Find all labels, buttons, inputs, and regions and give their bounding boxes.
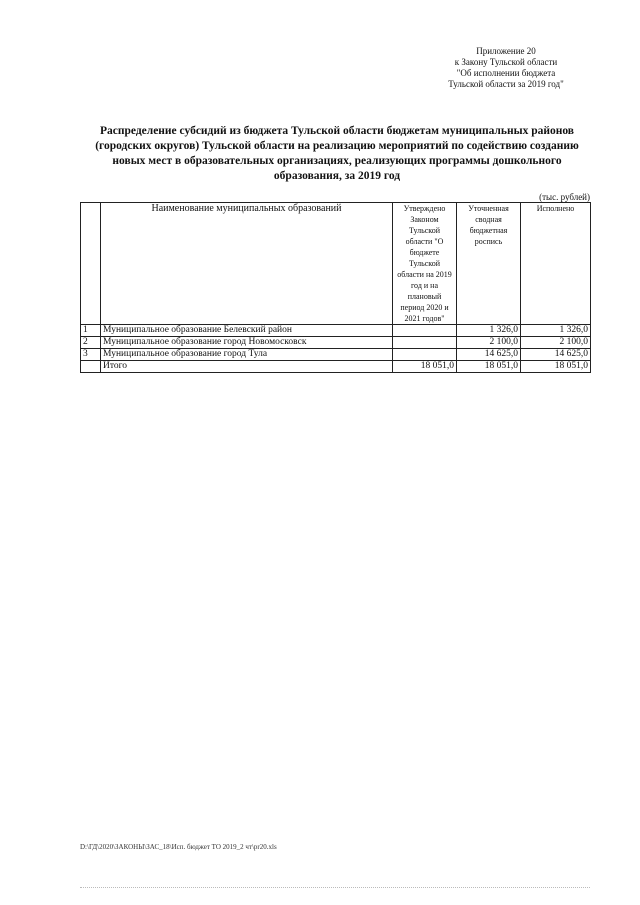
subsidy-table bbox=[80, 202, 591, 373]
total-refined: 18 051,0 bbox=[457, 361, 521, 373]
table-row bbox=[81, 349, 591, 361]
appendix-line-4: Тульской области за 2019 год" bbox=[448, 79, 564, 89]
row-refined: 14 625,0 bbox=[457, 349, 521, 361]
header-approved: Утверждено Законом Тульской области "О бюджете Тульской области на 2019 год и на плановый период 2020 и 2021 годов" bbox=[393, 203, 457, 325]
total-label: Итого bbox=[101, 361, 393, 373]
bottom-divider bbox=[80, 887, 590, 888]
appendix-line-2: к Закону Тульской области bbox=[454, 57, 558, 67]
header-executed: Исполнено bbox=[521, 203, 591, 325]
row-name: Муниципальное образование город Тула bbox=[101, 349, 393, 361]
header-index bbox=[81, 203, 101, 325]
appendix-line-3: "Об исполнении бюджета bbox=[456, 68, 556, 78]
row-index: 3 bbox=[81, 349, 101, 361]
row-index: 1 bbox=[81, 325, 101, 337]
header-row bbox=[81, 203, 591, 325]
total-row bbox=[81, 361, 591, 373]
row-name: Муниципальное образование город Новомосковск bbox=[101, 337, 393, 349]
table-row bbox=[81, 337, 591, 349]
total-executed: 18 051,0 bbox=[521, 361, 591, 373]
row-refined: 2 100,0 bbox=[457, 337, 521, 349]
row-index: 2 bbox=[81, 337, 101, 349]
header-name: Наименование муниципальных образований bbox=[101, 203, 393, 325]
row-approved bbox=[393, 349, 457, 361]
total-index bbox=[81, 361, 101, 373]
row-executed: 1 326,0 bbox=[521, 325, 591, 337]
row-approved bbox=[393, 325, 457, 337]
appendix-line-1: Приложение 20 bbox=[476, 46, 536, 56]
row-refined: 1 326,0 bbox=[457, 325, 521, 337]
row-approved bbox=[393, 337, 457, 349]
document-title: Распределение субсидий из бюджета Тульской области бюджетам муниципальных районов (городских округов) Тульской области на реализацию мероприятий по содействию созданию новых мест в образовательных организациях, реализующих программы дошкольного образования, за 2019 год bbox=[95, 125, 579, 182]
row-name: Муниципальное образование Белевский район bbox=[101, 325, 393, 337]
file-path-footer: D:\ГД\2020\ЗАКОНЫ\ЗАС_18\Исп. бюджет ТО 2019_2 чт\pr20.xls bbox=[80, 843, 277, 851]
total-approved: 18 051,0 bbox=[393, 361, 457, 373]
appendix-header bbox=[416, 46, 596, 90]
row-executed: 2 100,0 bbox=[521, 337, 591, 349]
row-executed: 14 625,0 bbox=[521, 349, 591, 361]
units-label: (тыс. рублей) bbox=[539, 192, 590, 202]
header-refined: Уточненная сводная бюджетная роспись bbox=[457, 203, 521, 325]
table-row bbox=[81, 325, 591, 337]
